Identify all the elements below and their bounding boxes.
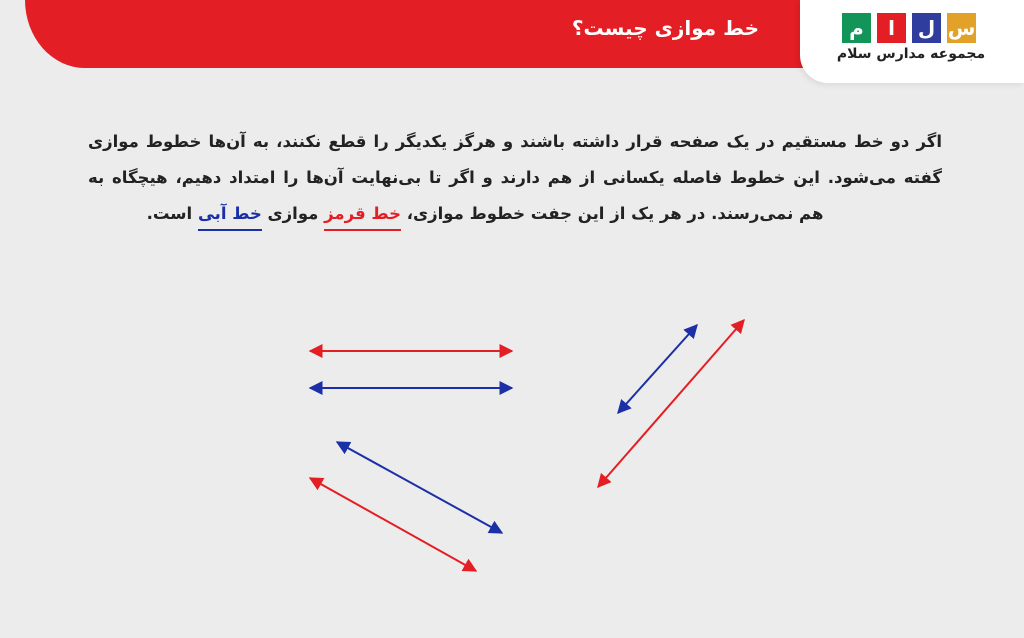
text: هم نمی‌رسند. در هر یک از این جفت خطوط موازی، [400, 204, 824, 223]
logo-tile: م [842, 13, 871, 43]
logo-tile: ل [912, 13, 941, 43]
blue-arrow-line [337, 442, 502, 533]
red-line-term: خط قرمز [324, 204, 401, 231]
text: موازی [261, 204, 325, 223]
logo-tile: ا [877, 13, 906, 43]
logo-tile: س [947, 13, 976, 43]
red-arrow-line [598, 320, 744, 487]
text: است. [146, 204, 198, 223]
blue-arrow-line [618, 325, 697, 413]
blue-line-term: خط آبی [198, 204, 262, 231]
page-title: خط موازی چیست؟ [571, 16, 759, 40]
logo-text: مجموعه مدارس سلام [836, 46, 986, 62]
paragraph-line: گفته می‌شود. این خطوط فاصله یکسانی از هم دارند و اگر تا بی‌نهایت آن‌ها را امتداد دهیم، هیچگاه به [88, 168, 942, 187]
red-arrow-line [310, 478, 476, 571]
paragraph-line: اگر دو خط مستقیم در یک صفحه قرار داشته باشند و هرگز یکدیگر را قطع نکنند، به آن‌ها خطوط موازی [88, 132, 942, 151]
